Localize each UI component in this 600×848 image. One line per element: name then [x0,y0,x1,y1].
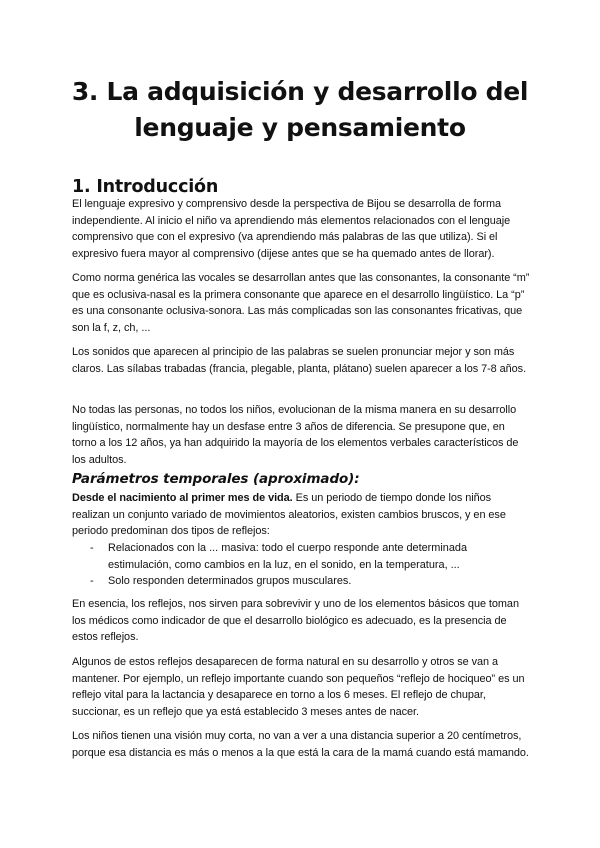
paragraph-reflex-essence: En esencia, los reflejos, nos sirven para sobrevivir y uno de los elementos básicos que toman los médicos como indicador de que el desarrollo biológico es adecuado, es la presencia de estos reflejos. [72,598,519,644]
period-description: Es un periodo de tiempo donde los niños realizan un conjunto variado de movimientos aleatorios, existen cambios bruscos, y en ese periodo predominan dos tipos de reflejos: [72,492,506,538]
paragraph-reflex-examples: Algunos de estos reflejos desaparecen de forma natural en su desarrollo y otros se van a mantener. Por ejemplo, un reflejo importante cuando son pequeños “reflejo de hociqueo” es un reflejo vital para la lactancia y desaparece en torno a los 6 meses. El reflejo de chupar, succionar, es un reflejo que ya está establecido 3 meses antes de nacer. [72,656,525,718]
paragraph-first-month [72,490,530,540]
paragraph-sounds: Los sonidos que aparecen al principio de las palabras se suelen pronunciar mejor y son más claros. Las sílabas trabadas (francia, plegable, planta, plátano) suelen aparecer a los 7-8 años. [72,346,527,375]
period-label: Desde el nacimiento al primer mes de vida. [72,492,293,504]
page-title: 3. La adquisición y desarrollo del lenguaje y pensamiento [71,77,529,142]
list-item [90,573,530,590]
paragraph-vision: Los niños tienen una visión muy corta, no van a ver a una distancia superior a 20 centímetros, porque esa distancia es más o menos a la que está la cara de la mamá cuando está mamando. [72,730,529,759]
paragraph-vowels: Como norma genérica las vocales se desarrollan antes que las consonantes, la consonante “m” que es oclusiva-nasal es la primera consonante que aparece en el desarrollo lingüístico. La “p” es una consonante oclusiva-sonora. Las más complicadas son las consonantes fricativas, que son la f, z, ch, ... [72,272,530,334]
list-item-text: Relacionados con la ... masiva: todo el cuerpo responde ante determinada estimulación, como cambios en la luz, en el sonido, en la temperatura, ... [108,542,468,571]
reflex-list [90,540,530,590]
list-item [90,540,530,573]
list-dash: - [90,575,94,588]
list-item-text: Solo responden determinados grupos musculares. [108,575,352,588]
list-dash: - [90,542,94,554]
paragraph-development: No todas las personas, no todos los niños, evolucionan de la misma manera en su desarrollo lingüístico, normalmente hay un desfase entre 3 años de diferencia. Se presupone que, en torno a los 12 años, ya han adquirido la mayoría de los elementos verbales característicos de los adultos. [72,404,519,466]
section-heading: 1. Introducción [72,177,219,197]
paragraph-intro: El lenguaje expresivo y comprensivo desde la perspectiva de Bijou se desarrolla de forma independiente. Al inicio el niño va aprendiendo más elementos relacionados con el lenguaje comprensivo que con el expresivo (va aprendiendo más palabras de las que utiliza). Si el expresivo fuera mayor al comprensivo (dijese antes que se ha quemado antes de llorar). [72,198,511,260]
subheading-parameters: Parámetros temporales (aproximado): [72,471,360,487]
